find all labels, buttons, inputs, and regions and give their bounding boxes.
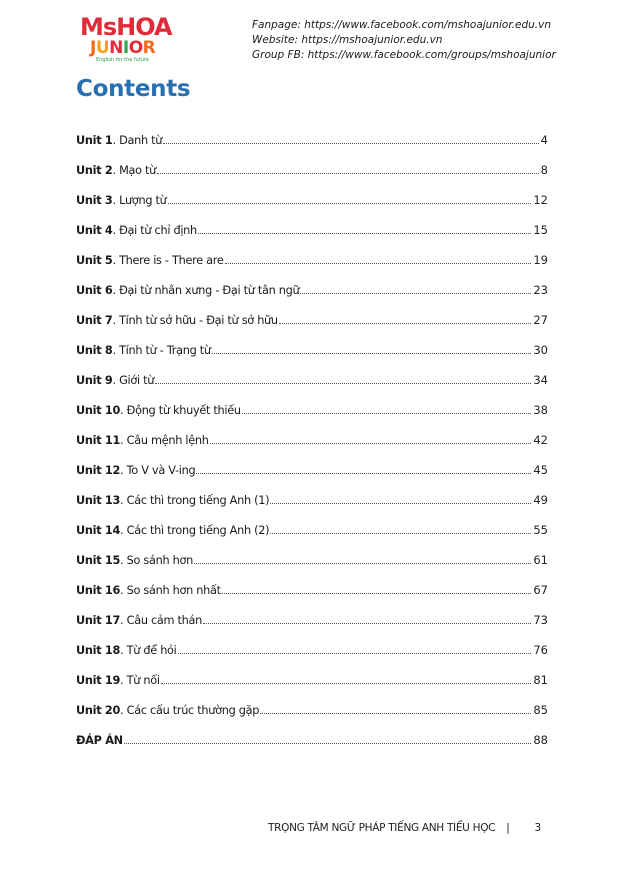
- toc-entry-label: [76, 644, 177, 657]
- toc-page-number: 30: [533, 343, 548, 357]
- toc-page-number: 85: [533, 703, 548, 717]
- toc-entry[interactable]: [76, 627, 548, 657]
- toc-dot-leader: [279, 322, 532, 324]
- toc-entry-label: [76, 404, 241, 417]
- toc-unit: Unit 17: [76, 614, 121, 627]
- logo-tagline: English for the future: [96, 57, 149, 63]
- toc-unit: Unit 6: [76, 284, 113, 297]
- toc-entry-label: [76, 254, 224, 267]
- toc-unit: Unit 8: [76, 344, 113, 357]
- toc-entry[interactable]: [76, 237, 548, 267]
- toc-dot-leader: [168, 202, 532, 204]
- footer-book-title: TRỌNG TÂM NGỮ PHÁP TIẾNG ANH TIỂU HỌC: [268, 822, 496, 834]
- logo-letter: N: [109, 38, 123, 58]
- header-links: [252, 18, 556, 63]
- toc-entry[interactable]: [76, 567, 548, 597]
- toc-unit: Unit 3: [76, 194, 113, 207]
- toc-page-number: 12: [533, 193, 548, 207]
- toc-page-number: 61: [533, 553, 548, 567]
- toc-page-number: 42: [533, 433, 548, 447]
- toc-topic: . So sánh hơn: [120, 554, 193, 567]
- toc-page-number: 55: [533, 523, 548, 537]
- toc-topic: . Các cấu trúc thường gặp: [120, 704, 260, 717]
- toc-entry[interactable]: [76, 597, 548, 627]
- toc-topic: . Giới từ: [112, 374, 155, 387]
- toc-unit: Unit 16: [76, 584, 121, 597]
- toc-entry-label: [76, 344, 211, 357]
- toc-page-number: 88: [533, 733, 548, 747]
- toc-page-number: 34: [533, 373, 548, 387]
- toc-entry[interactable]: [76, 507, 548, 537]
- footer-page-number: 3: [534, 822, 541, 834]
- toc-unit: Unit 1: [76, 134, 113, 147]
- toc-unit: Unit 13: [76, 494, 121, 507]
- toc-entry[interactable]: [76, 327, 548, 357]
- toc-topic: . There is - There are: [112, 254, 224, 267]
- toc-entry[interactable]: [76, 207, 548, 237]
- toc-page-number: 38: [533, 403, 548, 417]
- toc-dot-leader: [161, 682, 532, 684]
- toc-entry-label: [76, 284, 299, 297]
- toc-topic: . Câu cảm thán: [120, 614, 202, 627]
- toc-unit: Unit 9: [76, 374, 113, 387]
- logo-letter: U: [95, 38, 110, 58]
- toc-unit: Unit 5: [76, 254, 113, 267]
- toc-entry[interactable]: [76, 147, 548, 177]
- toc-dot-leader: [155, 382, 531, 384]
- toc-entry[interactable]: [76, 417, 548, 447]
- logo-brand-top: [80, 14, 172, 40]
- toc-unit: Unit 20: [76, 704, 121, 717]
- toc-topic: . Đại từ nhân xưng - Đại từ tân ngữ: [112, 284, 300, 297]
- toc-dot-leader: [210, 442, 532, 444]
- toc-entry-label: [76, 704, 259, 717]
- toc-topic: . Từ để hỏi: [120, 644, 177, 657]
- toc-unit: ĐÁP ÁN: [76, 734, 123, 747]
- toc-dot-leader: [270, 502, 531, 504]
- toc-page-number: 76: [533, 643, 548, 657]
- toc-entry[interactable]: [76, 117, 548, 147]
- toc-entry[interactable]: [76, 177, 548, 207]
- toc-dot-leader: [196, 472, 531, 474]
- toc-entry[interactable]: [76, 267, 548, 297]
- toc-unit: Unit 7: [76, 314, 113, 327]
- toc-dot-leader: [194, 562, 531, 564]
- toc-dot-leader: [212, 352, 532, 354]
- toc-entry-label: [76, 434, 209, 447]
- toc-topic: . Câu mệnh lệnh: [120, 434, 209, 447]
- toc-unit: Unit 18: [76, 644, 121, 657]
- toc-entry-label: [76, 224, 197, 237]
- logo-letter: R: [142, 38, 156, 58]
- toc-page-number: 19: [533, 253, 548, 267]
- toc-entry-label: [76, 164, 156, 177]
- toc-dot-leader: [300, 292, 531, 294]
- toc-entry-label: [76, 134, 162, 147]
- toc-topic: . Mạo từ: [112, 164, 157, 177]
- toc-entry-label: [76, 614, 202, 627]
- toc-entry-label: [76, 374, 154, 387]
- toc-dot-leader: [222, 592, 532, 594]
- toc-dot-leader: [178, 652, 532, 654]
- toc-unit: Unit 15: [76, 554, 121, 567]
- toc-topic: . Tính từ - Trạng từ: [112, 344, 211, 357]
- toc-page-number: 8: [540, 163, 548, 177]
- toc-entry[interactable]: [76, 387, 548, 417]
- toc-entry-label: [76, 464, 195, 477]
- toc-entry[interactable]: [76, 657, 548, 687]
- toc-topic: . So sánh hơn nhất: [120, 584, 221, 597]
- toc-dot-leader: [260, 712, 531, 714]
- toc-unit: Unit 4: [76, 224, 113, 237]
- toc-entry[interactable]: [76, 447, 548, 477]
- toc-dot-leader: [163, 142, 539, 144]
- toc-topic: . To V và V-ing: [120, 464, 196, 477]
- toc-topic: . Từ nối: [120, 674, 160, 687]
- toc-entry-label: [76, 314, 278, 327]
- group-link[interactable]: Group FB: https://www.facebook.com/groups/mshoajunior: [252, 49, 556, 61]
- toc-entry[interactable]: [76, 537, 548, 567]
- toc-entry-label: [76, 584, 221, 597]
- website-link[interactable]: Website: https://mshoajunior.edu.vn: [252, 34, 443, 46]
- toc-dot-leader: [270, 532, 531, 534]
- toc-page-number: 27: [533, 313, 548, 327]
- fanpage-link[interactable]: Fanpage: https://www.facebook.com/mshoajunior.edu.vn: [252, 19, 552, 31]
- toc-unit: Unit 11: [76, 434, 121, 447]
- toc-unit: Unit 19: [76, 674, 121, 687]
- toc-entry-label: [76, 734, 123, 747]
- toc-page-number: 67: [533, 583, 548, 597]
- toc-entry[interactable]: [76, 357, 548, 387]
- toc-dot-leader: [124, 742, 532, 744]
- logo-letter: O: [128, 38, 143, 58]
- logo-letter: J: [90, 38, 96, 58]
- logo-brand-text: MsHOA: [80, 13, 172, 41]
- toc-topic: . Các thì trong tiếng Anh (2): [120, 524, 270, 537]
- toc-dot-leader: [157, 172, 539, 174]
- toc-topic: . Các thì trong tiếng Anh (1): [120, 494, 270, 507]
- page-footer: [268, 822, 541, 834]
- toc-entry[interactable]: [76, 717, 548, 747]
- toc-entry-label: [76, 494, 269, 507]
- toc-topic: . Danh từ: [112, 134, 163, 147]
- toc-entry[interactable]: [76, 297, 548, 327]
- toc-unit: Unit 2: [76, 164, 113, 177]
- logo-letter: I: [122, 38, 129, 58]
- toc-unit: Unit 10: [76, 404, 121, 417]
- toc-unit: Unit 14: [76, 524, 121, 537]
- toc-dot-leader: [225, 262, 532, 264]
- toc-entry-label: [76, 554, 193, 567]
- toc-page-number: 73: [533, 613, 548, 627]
- toc-page-number: 23: [533, 283, 548, 297]
- toc-entry-label: [76, 524, 269, 537]
- table-of-contents: [76, 117, 548, 747]
- toc-page-number: 45: [533, 463, 548, 477]
- toc-page-number: 4: [540, 133, 548, 147]
- toc-topic: . Lượng từ: [112, 194, 167, 207]
- toc-entry[interactable]: [76, 687, 548, 717]
- brand-logo: [80, 14, 170, 66]
- toc-entry-label: [76, 674, 160, 687]
- toc-page-number: 49: [533, 493, 548, 507]
- footer-separator: |: [506, 822, 510, 834]
- toc-entry[interactable]: [76, 477, 548, 507]
- toc-entry-label: [76, 194, 167, 207]
- toc-dot-leader: [203, 622, 531, 624]
- toc-topic: . Đại từ chỉ định: [112, 224, 197, 237]
- page-title: Contents: [76, 76, 191, 102]
- toc-topic: . Động từ khuyết thiếu: [120, 404, 241, 417]
- toc-page-number: 81: [533, 673, 548, 687]
- toc-topic: . Tính từ sở hữu - Đại từ sở hữu: [112, 314, 278, 327]
- toc-dot-leader: [242, 412, 532, 414]
- toc-unit: Unit 12: [76, 464, 121, 477]
- toc-dot-leader: [198, 232, 531, 234]
- logo-brand-sub: [90, 39, 155, 57]
- toc-page-number: 15: [533, 223, 548, 237]
